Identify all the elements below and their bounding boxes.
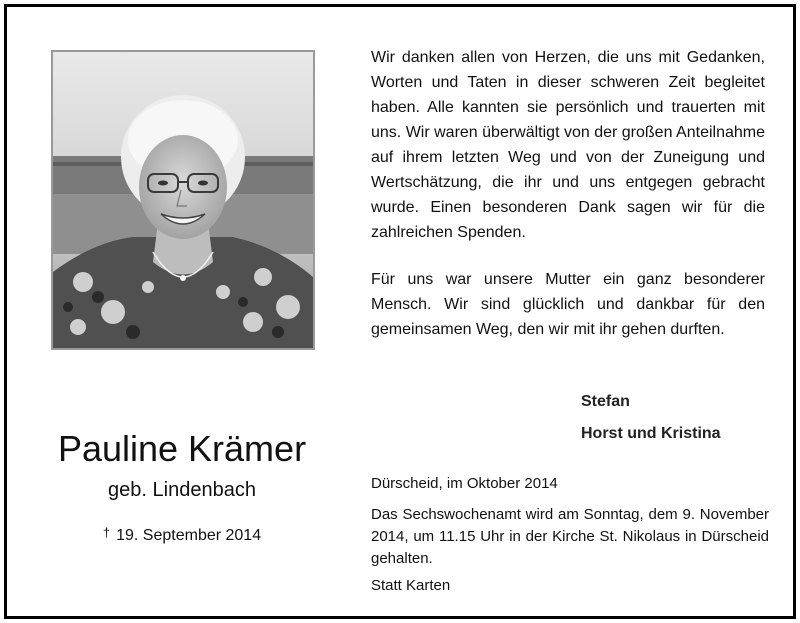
mother-paragraph: Für uns war unsere Mutter ein ganz besonderer Mensch. Wir sind glücklich und dankbar für den gemeinsamen Weg, den wir mit ihr gehen durften. bbox=[371, 271, 765, 338]
statt-karten: Statt Karten bbox=[371, 577, 451, 594]
signature-stefan: Stefan bbox=[581, 393, 630, 410]
maiden-name: geb. Lindenbach bbox=[108, 479, 256, 501]
thanks-paragraph: Wir danken allen von Herzen, die uns mit Gedanken, Worten und Taten in dieser schweren Zeit begleitet haben. Alle kannten sie persönlich und trauerten mit uns. Wir waren überwältigt von der großen Anteilnahme auf ihrem letzten Weg und von der Zuneigung und Wertschätzung, die ihr und uns entgegen gebracht wurde. Einen besonderen Dank sagen wir für die zahlreichen Spenden. bbox=[371, 49, 765, 241]
cross-icon: † bbox=[102, 525, 111, 540]
deceased-name: Pauline Krämer bbox=[57, 428, 307, 469]
death-date-line bbox=[27, 522, 337, 547]
memorial-notice: Das Sechswochenamt wird am Sonntag, dem 9. November 2014, um 11.15 Uhr in der Kirche St. Nikolaus in Dürscheid gehalten. bbox=[371, 506, 769, 567]
place-date: Dürscheid, im Oktober 2014 bbox=[371, 475, 558, 492]
portrait-photo bbox=[51, 50, 315, 350]
obituary-card bbox=[4, 4, 796, 619]
death-date: 19. September 2014 bbox=[116, 527, 262, 544]
portrait-image bbox=[53, 52, 313, 348]
signature-horst-kristina: Horst und Kristina bbox=[581, 425, 721, 442]
